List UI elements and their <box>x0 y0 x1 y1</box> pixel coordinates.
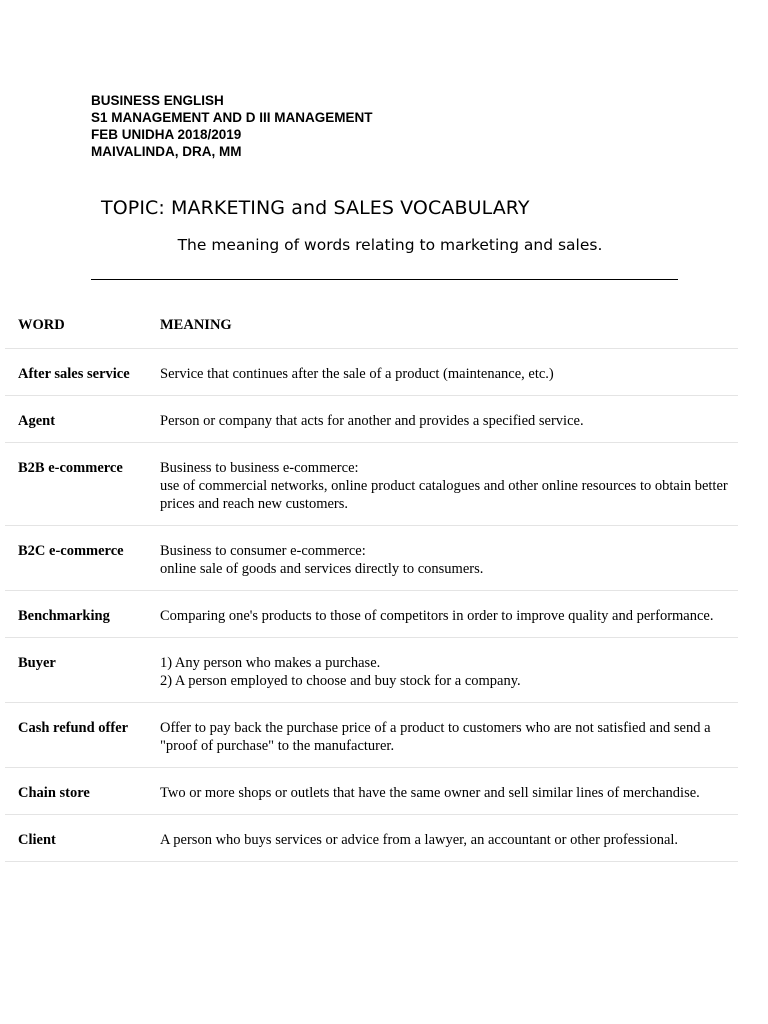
table-row <box>5 396 738 443</box>
table-row <box>5 703 738 768</box>
table-row <box>5 768 738 815</box>
table-row <box>5 591 738 638</box>
vocabulary-table <box>5 300 738 862</box>
vocab-word: Client <box>5 815 160 862</box>
table-header-row <box>5 300 738 349</box>
meaning-line: Service that continues after the sale of a product (maintenance, etc.) <box>160 366 554 382</box>
meaning-line: A person who buys services or advice from a lawyer, an accountant or other professional. <box>160 832 679 848</box>
header-faculty-year: FEB UNIDHA 2018/2019 <box>91 127 242 142</box>
table-row <box>5 526 738 591</box>
meaning-line: Two or more shops or outlets that have the same owner and sell similar lines of merchandise. <box>160 785 700 801</box>
meaning-line: online sale of goods and services directly to consumers. <box>160 561 484 577</box>
vocab-meaning <box>160 349 738 396</box>
vocab-meaning <box>160 638 738 703</box>
vocab-word: Chain store <box>5 768 160 815</box>
vocab-meaning <box>160 526 738 591</box>
document-header <box>91 92 373 160</box>
meaning-line: 2) A person employed to choose and buy stock for a company. <box>160 673 521 689</box>
vocab-word: Buyer <box>5 638 160 703</box>
title-divider <box>91 279 678 280</box>
header-lecturer: MAIVALINDA, DRA, MM <box>91 144 242 159</box>
meaning-line: Comparing one's products to those of competitors in order to improve quality and performance. <box>160 608 714 624</box>
meaning-line: use of commercial networks, online product catalogues and other online resources to obtain better prices and reach new customers. <box>160 478 728 512</box>
vocab-meaning <box>160 591 738 638</box>
header-program: S1 MANAGEMENT AND D III MANAGEMENT <box>91 110 373 125</box>
table-row <box>5 349 738 396</box>
vocab-word: B2B e-commerce <box>5 443 160 526</box>
header-course: BUSINESS ENGLISH <box>91 93 224 108</box>
vocab-meaning <box>160 768 738 815</box>
header-meaning: MEANING <box>160 300 738 349</box>
vocab-word: Agent <box>5 396 160 443</box>
table-row <box>5 638 738 703</box>
vocab-meaning <box>160 703 738 768</box>
vocab-word: Cash refund offer <box>5 703 160 768</box>
vocab-word: B2C e-commerce <box>5 526 160 591</box>
table-row <box>5 443 738 526</box>
table-row <box>5 815 738 862</box>
vocab-meaning <box>160 815 738 862</box>
vocab-meaning <box>160 396 738 443</box>
header-word: WORD <box>5 300 160 349</box>
vocab-word: After sales service <box>5 349 160 396</box>
meaning-line: Person or company that acts for another and provides a specified service. <box>160 413 584 429</box>
topic-title: TOPIC: MARKETING and SALES VOCABULARY <box>101 197 530 219</box>
meaning-line: Business to consumer e-commerce: <box>160 543 366 559</box>
meaning-line: Business to business e-commerce: <box>160 460 359 476</box>
vocab-meaning <box>160 443 738 526</box>
table-body <box>5 349 738 862</box>
meaning-line: 1) Any person who makes a purchase. <box>160 655 381 671</box>
meaning-line: Offer to pay back the purchase price of a product to customers who are not satisfied and send a "proof of purchase" to the manufacturer. <box>160 720 711 754</box>
topic-subtitle: The meaning of words relating to marketing and sales. <box>177 236 603 254</box>
vocab-word: Benchmarking <box>5 591 160 638</box>
